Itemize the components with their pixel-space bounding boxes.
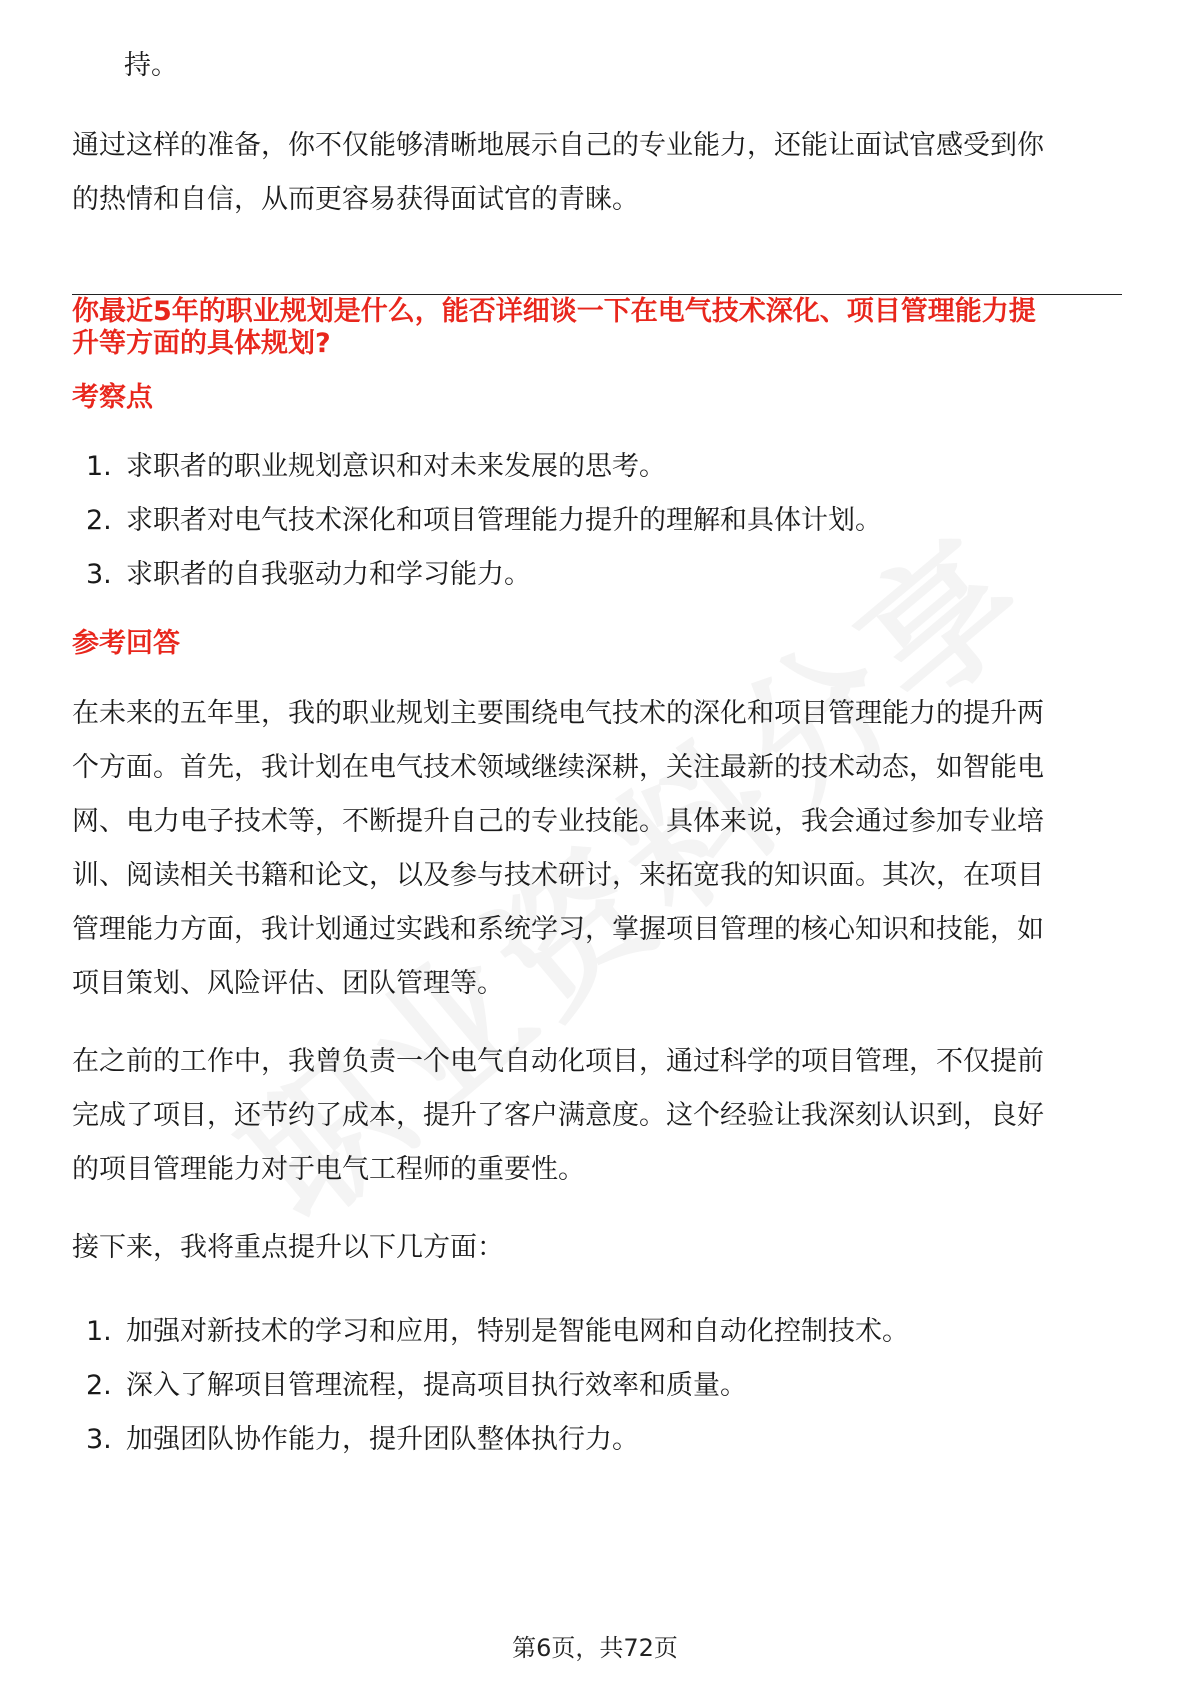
list-item: 3. 加强团队协作能力，提升团队整体执行力。 [86,1424,639,1455]
paragraph-line: 接下来，我将重点提升以下几方面： [72,1232,504,1263]
list-item: 2. 求职者对电气技术深化和项目管理能力提升的理解和具体计划。 [86,505,882,536]
paragraph-line: 在未来的五年里，我的职业规划主要围绕电气技术的深化和项目管理能力的提升两 [72,698,1044,729]
list-item: 1. 求职者的职业规划意识和对未来发展的思考。 [86,451,666,482]
page-footer: 第6页，共72页 [512,1634,678,1662]
paragraph-line: 的热情和自信，从而更容易获得面试官的青睐。 [72,184,639,215]
paragraph-line: 管理能力方面，我计划通过实践和系统学习，掌握项目管理的核心知识和技能，如 [72,914,1044,945]
list-item: 3. 求职者的自我驱动力和学习能力。 [86,559,531,590]
paragraph-line: 通过这样的准备，你不仅能够清晰地展示自己的专业能力，还能让面试官感受到你 [72,130,1044,161]
paragraph-line: 项目策划、风险评估、团队管理等。 [72,968,504,999]
section-title-examination-points: 考察点 [72,382,153,413]
section-title-reference-answer: 参考回答 [72,628,180,659]
paragraph-line: 训、阅读相关书籍和论文，以及参与技术研讨，来拓宽我的知识面。其次，在项目 [72,860,1044,891]
paragraph-line: 完成了项目，还节约了成本，提升了客户满意度。这个经验让我深刻认识到，良好 [72,1100,1044,1131]
list-item: 1. 加强对新技术的学习和应用，特别是智能电网和自动化控制技术。 [86,1316,909,1347]
list-item: 2. 深入了解项目管理流程，提高项目执行效率和质量。 [86,1370,747,1401]
paragraph-line: 网、电力电子技术等，不断提升自己的专业技能。具体来说，我会通过参加专业培 [72,806,1044,837]
continued-text: 持。 [124,50,178,81]
question-heading: 你最近5年的职业规划是什么，能否详细谈一下在电气技术深化、项目管理能力提 [72,296,1036,327]
paragraph-line: 个方面。首先，我计划在电气技术领域继续深耕，关注最新的技术动态，如智能电 [72,752,1044,783]
question-heading: 升等方面的具体规划? [72,328,331,359]
paragraph-line: 在之前的工作中，我曾负责一个电气自动化项目，通过科学的项目管理，不仅提前 [72,1046,1044,1077]
paragraph-line: 的项目管理能力对于电气工程师的重要性。 [72,1154,585,1185]
